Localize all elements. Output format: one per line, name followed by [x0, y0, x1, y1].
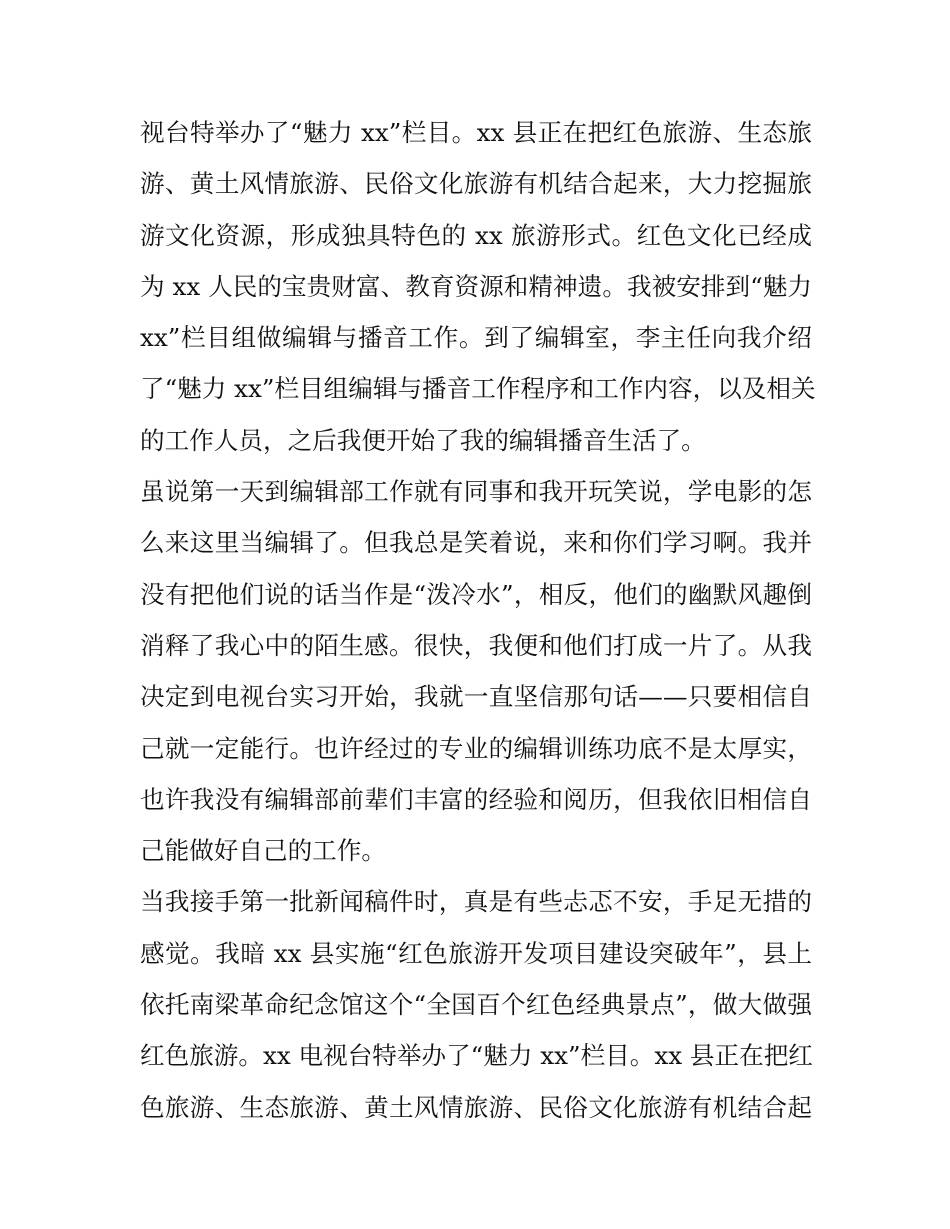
- text-line: 当我接手第一批新闻稿件时，真是有些忐忑不安，手足无措的: [140, 887, 812, 917]
- text-line: 决定到电视台实习开始，我就一直坚信那句话——只要相信自: [140, 682, 812, 712]
- text-line: 虽说第一天到编辑部工作就有同事和我开玩笑说，学电影的怎: [140, 477, 812, 507]
- text-line: 消释了我心中的陌生感。很快，我便和他们打成一片了。从我: [140, 630, 812, 660]
- text-line: 为 xx 人民的宝贵财富、教育资源和精神遗。我被安排到“魅力: [140, 271, 812, 301]
- text-line: 视台特举办了“魅力 xx”栏目。xx 县正在把红色旅游、生态旅: [140, 118, 812, 147]
- paragraph: [140, 876, 812, 1132]
- text-line: 么来这里当编辑了。但我总是笑着说，来和你们学习啊。我并: [140, 528, 812, 558]
- text-line: 游文化资源，形成独具特色的 xx 旅游形式。红色文化已经成: [140, 220, 812, 250]
- text-line: 没有把他们说的话当作是“泼冷水”，相反，他们的幽默风趣倒: [140, 579, 812, 609]
- text-line: 依托南梁革命纪念馆这个“全国百个红色经典景点”，做大做强: [140, 990, 812, 1020]
- text-line: xx”栏目组做编辑与播音工作。到了编辑室，李主任向我介绍: [140, 323, 812, 353]
- text-line: 也许我没有编辑部前辈们丰富的经验和阅历，但我依旧相信自: [140, 784, 812, 814]
- text-line: 了“魅力 xx”栏目组编辑与播音工作程序和工作内容，以及相关: [140, 374, 816, 404]
- text-line: 己就一定能行。也许经过的专业的编辑训练功底不是太厚实，: [140, 733, 812, 763]
- text-line: 感觉。我暗 xx 县实施“红色旅游开发项目建设突破年”，县上: [140, 938, 812, 968]
- paragraph: [140, 107, 816, 466]
- text-line: 的工作人员，之后我便开始了我的编辑播音生活了。: [140, 425, 706, 455]
- text-line: 色旅游、生态旅游、黄土风情旅游、民俗文化旅游有机结合起: [140, 1092, 812, 1122]
- paragraph: [140, 466, 812, 876]
- text-line: 红色旅游。xx 电视台特举办了“魅力 xx”栏目。xx 县正在把红: [140, 1041, 813, 1071]
- text-line: 己能做好自己的工作。: [140, 836, 386, 866]
- text-line: 游、黄土风情旅游、民俗文化旅游有机结合起来，大力挖掘旅: [140, 169, 812, 199]
- body-text: [140, 107, 816, 1133]
